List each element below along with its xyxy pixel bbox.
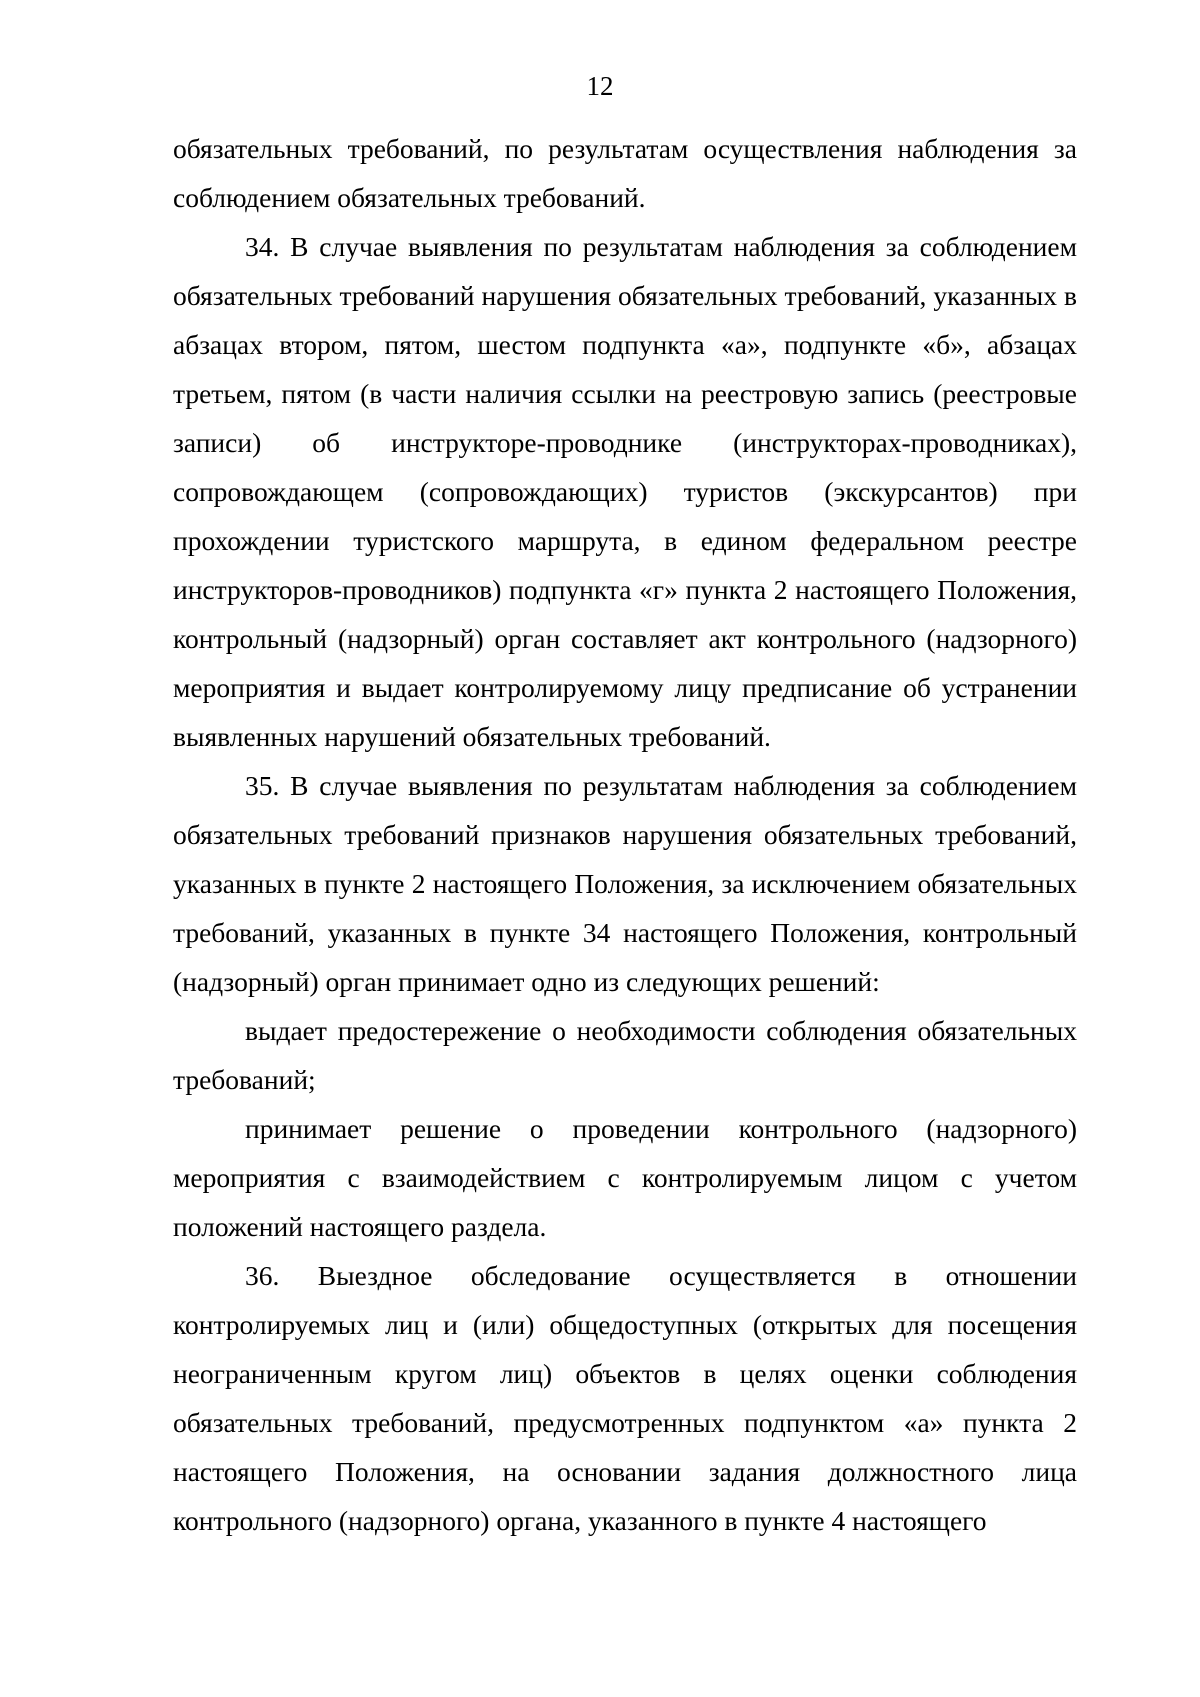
paragraph-35: 35. В случае выявления по результатам наблюдения за соблюдением обязательных требований признаков нарушения обязательных требований, указанных в пункте 2 настоящего Положения, за исключением обязательных требований, указанных в пункте 34 настоящего Положения, контрольный (надзорный) орган принимает одно из следующих решений: bbox=[173, 770, 1077, 997]
document-body bbox=[173, 124, 1077, 1545]
paragraph-35-option-warning: выдает предостережение о необходимости соблюдения обязательных требований; bbox=[173, 1015, 1077, 1095]
paragraph-34: 34. В случае выявления по результатам наблюдения за соблюдением обязательных требований нарушения обязательных требований, указанных в абзацах втором, пятом, шестом подпункта «а», подпункте «б», абзацах третьем, пятом (в части наличия ссылки на реестровую запись (реестровые записи) об инструкторе-проводнике (инструкторах-проводниках), сопровождающем (сопровождающих) туристов (экскурсантов) при прохождении туристского маршрута, в едином федеральном реестре инструкторов-проводников) подпункта «г» пункта 2 настоящего Положения, контрольный (надзорный) орган составляет акт контрольного (надзорного) мероприятия и выдает контролируемому лицу предписание об устранении выявленных нарушений обязательных требований. bbox=[173, 231, 1077, 752]
paragraph-35-option-inspection: принимает решение о проведении контрольного (надзорного) мероприятия с взаимодействием с контролируемым лицом с учетом положений настоящего раздела. bbox=[173, 1113, 1077, 1242]
page-number: 12 bbox=[586, 71, 614, 101]
paragraph-continuation: обязательных требований, по результатам осуществления наблюдения за соблюдением обязательных требований. bbox=[173, 133, 1077, 213]
paragraph-36: 36. Выездное обследование осуществляется в отношении контролируемых лиц и (или) общедоступных (открытых для посещения неограниченным кругом лиц) объектов в целях оценки соблюдения обязательных требований, предусмотренных подпунктом «а» пункта 2 настоящего Положения, на основании задания должностного лица контрольного (надзорного) органа, указанного в пункте 4 настоящего bbox=[173, 1260, 1077, 1536]
